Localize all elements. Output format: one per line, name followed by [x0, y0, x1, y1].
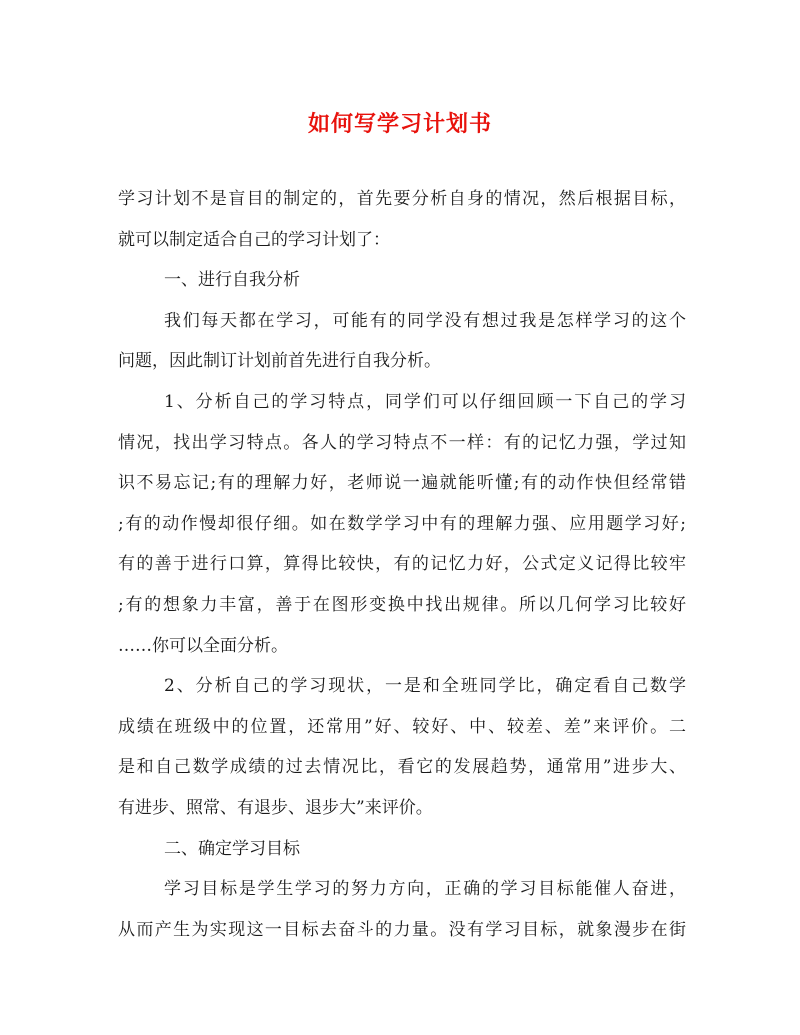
text-line: 我们每天都在学习，可能有的同学没有想过我是怎样学习的这个	[164, 310, 686, 331]
text-line: 二、确定学习目标	[164, 838, 300, 859]
text-line: 是和自己数学成绩的过去情况比，看它的发展趋势，通常用”进步大、	[118, 757, 686, 778]
text-line: ……你可以全面分析。	[118, 635, 288, 656]
text-line: 就可以制定适合自己的学习计划了：	[118, 229, 390, 250]
document-title: 如何写学习计划书	[307, 111, 492, 137]
text-line: 有进步、照常、有退步、退步大”来评价。	[118, 797, 433, 818]
text-line: 情况，找出学习特点。各人的学习特点不一样：有的记忆力强，学过知	[118, 432, 686, 453]
text-line: 有的善于进行口算，算得比较快，有的记忆力好，公式定义记得比较牢	[118, 554, 686, 575]
text-line: 学习目标是学生学习的努力方向，正确的学习目标能催人奋进，	[164, 879, 686, 900]
text-line: 一、进行自我分析	[164, 270, 300, 291]
text-line: 学习计划不是盲目的制定的，首先要分析自身的情况，然后根据目标，	[118, 189, 686, 209]
text-line: 识不易忘记;有的理解力好，老师说一遍就能听懂;有的动作快但经常错	[118, 473, 686, 494]
text-line: 问题，因此制订计划前首先进行自我分析。	[118, 351, 441, 372]
text-line: 2、分析自己的学习现状，一是和全班同学比，确定看自己数学	[164, 676, 686, 697]
text-line: 1、分析自己的学习特点，同学们可以仔细回顾一下自己的学习	[164, 391, 686, 412]
text-line: ;有的动作慢却很仔细。如在数学学习中有的理解力强、应用题学习好;	[118, 513, 686, 534]
document-body	[118, 179, 686, 950]
text-line: ;有的想象力丰富，善于在图形变换中找出规律。所以几何学习比较好	[118, 594, 686, 615]
text-line: 成绩在班级中的位置，还常用”好、较好、中、较差、差”来评价。二	[118, 716, 686, 737]
text-line: 从而产生为实现这一目标去奋斗的力量。没有学习目标，就象漫步在街	[118, 919, 686, 940]
